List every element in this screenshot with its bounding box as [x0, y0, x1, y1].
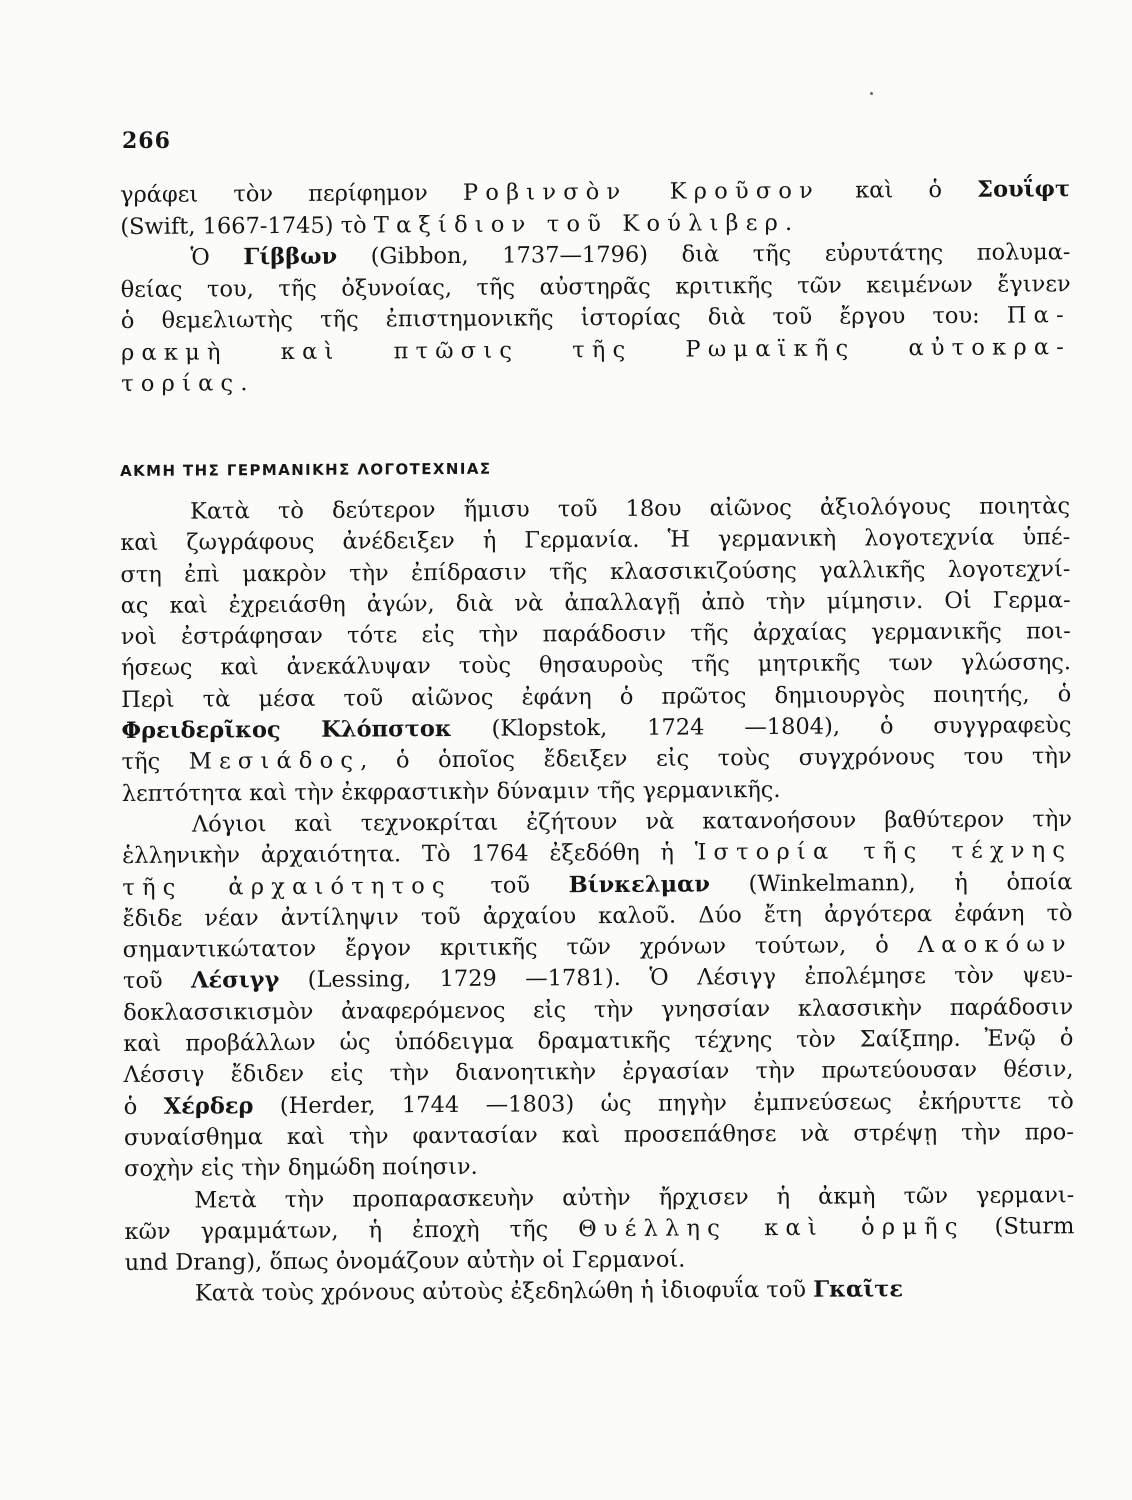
spaced-title: Θυέλλης καὶ ὁρμῆς	[578, 1213, 965, 1243]
text-segment: λεπτότητα καὶ τὴν ἐκφραστικὴν δύναμιν τῆς γερμανικῆς.	[121, 776, 781, 807]
text-segment: γράφει τὸν περίφημον	[120, 179, 464, 208]
text-segment: (Sturm	[964, 1213, 1075, 1240]
bold-name: Γίββων	[243, 243, 338, 271]
text-segment: ὁ	[123, 1093, 164, 1120]
text-segment: .	[784, 209, 793, 236]
text-segment: (Lessing, 1729 —1781). Ὁ Λέσιγγ ἐπολέμησε τὸν ψευ-	[279, 962, 1074, 994]
bold-name: Φρειδερῖκος Κλόπστοκ	[121, 716, 452, 745]
bold-name: Λέσιγγ	[190, 967, 280, 995]
text-segment: Λέσσιγ ἔδιδεν εἰς τὴν διανοητικὴν ἐργασίαν τὴν πρωτεύουσαν θέσιν,	[123, 1056, 1074, 1089]
text-segment: σημαντικώτατον ἔργον κριτικῆς τῶν χρόνων τούτων, ὁ	[122, 932, 918, 964]
text-line	[120, 237, 1070, 274]
text-line	[121, 300, 1071, 337]
text-segment: καὶ προβάλλων ὡς ὑπόδειγμα δραματικῆς τέχνης τὸν Σαίξπηρ. Ἐνῷ ὁ	[123, 1025, 1074, 1058]
text-segment: στη ἐπὶ μακρὸν τὴν ἐπίδρασιν τῆς κλασσικιζούσης γαλλικῆς λογοτεχνί-	[120, 555, 1071, 588]
bold-name: Βίνκελμαν	[568, 870, 711, 898]
text-line	[125, 1274, 1075, 1311]
text-segment: (Klopstok, 1724 —1804), ὁ συγγραφεὺς	[451, 712, 1072, 743]
spaced-title: Ἱστορία τῆς τέχνης	[694, 837, 1073, 866]
text-segment: σοχὴν εἰς τὴν δημώδη ποίησιν.	[124, 1154, 478, 1183]
spaced-title: Μεσιάδος	[188, 747, 361, 775]
paper-speck	[870, 92, 873, 95]
text-line	[121, 363, 1071, 400]
section-heading: ΑΚΜΗ ΤΗΣ ΓΕΡΜΑΝΙΚΗΣ ΛΟΓΟΤΕΧΝΙΑΣ	[120, 459, 492, 480]
bold-name: Σουΐφτ	[977, 176, 1071, 203]
text-segment: und Drang), ὅπως ὀνομάζουν αὐτὴν οἱ Γερμανοί.	[124, 1246, 686, 1277]
text-segment: ὁ θεμελιωτὴς τῆς ἐπιστημονικῆς ἱστορίας διὰ τοῦ ἔργου του:	[120, 302, 1007, 334]
text-segment: (Gibbon, 1737—1796) διὰ τῆς εὐρυτάτης πολυμα-	[337, 239, 1071, 270]
text-line	[121, 332, 1071, 369]
text-segment: δοκλασσικισμὸν ἀναφερόμενος εἰς τὴν γνησσίαν κλασσικὴν παράδοσιν	[123, 993, 1074, 1026]
text-line	[124, 1211, 1074, 1248]
main-paragraph-block	[120, 491, 1075, 1311]
text-segment: καὶ ὁ	[819, 176, 978, 204]
bold-name: Γκαῖτε	[813, 1276, 904, 1304]
text-segment: Λόγιοι καὶ τεχνοκρίται ἐζήτουν νὰ κατανοήσουν βαθύτερον τὴν	[191, 806, 1073, 838]
spaced-title: τορίας	[121, 370, 241, 397]
text-segment: Ὁ	[190, 244, 244, 271]
page-number: 266	[122, 128, 171, 154]
text-segment: κῶν γραμμάτων, ἡ ἐποχὴ τῆς	[124, 1216, 579, 1245]
text-segment: συναίσθημα καὶ τὴν φαντασίαν καὶ προσεπάθησε νὰ στρέψῃ τὴν προ-	[123, 1119, 1074, 1151]
text-segment: τῆς	[121, 748, 189, 776]
text-segment: καὶ ζωγράφους ἀνέδειξεν ἡ Γερμανία. Ἡ γερμανικὴ λογοτεχνία ὑπέ-	[120, 524, 1071, 557]
text-segment: τοῦ	[451, 871, 569, 899]
text-segment: Κατὰ τὸ δεύτερον ἥμισυ τοῦ 18ου αἰῶνος ἀξιολόγους ποιητὰς	[190, 493, 1071, 525]
text-segment: τοῦ	[122, 968, 192, 995]
spaced-title: Ταξίδιον τοῦ Κούλιβερ	[373, 209, 786, 238]
text-segment: , ὁ ὁποῖος ἔδειξεν εἰς τοὺς συγχρόνους του τὴν	[360, 743, 1072, 774]
text-segment: νοὶ ἐστράφησαν τότε εἰς τὴν παράδοσιν τῆς ἀρχαίας γερμανικῆς ποι-	[120, 618, 1071, 651]
text-segment: (Swift, 1667-1745) τὸ	[120, 211, 374, 240]
text-segment: Κατὰ τοὺς χρόνους αὐτοὺς ἐξεδηλώθη ἡ ἰδιοφυΐα τοῦ	[194, 1277, 814, 1307]
spaced-title: τῆς ἀρχαιότητος	[122, 872, 452, 901]
text-segment: ήσεως καὶ ἀνεκάλυψαν τοὺς θησαυροὺς τῆς μητρικῆς των γλώσσης.	[120, 649, 1072, 682]
text-segment: ας καὶ ἐχρειάσθη ἀγών, διὰ νὰ ἀπαλλαγῇ ἀπὸ τὴν μίμησιν. Οἱ Γερμα-	[120, 587, 1071, 619]
text-segment: (Herder, 1744 —1803) ὡς πηγὴν ἐμπνεύσεως ἐκήρυττε τὸ	[253, 1087, 1074, 1119]
text-segment: Μετὰ τὴν προπαρασκευὴν αὐτὴν ἤρχισεν ἡ ἀκμὴ τῶν γερμανι-	[194, 1181, 1075, 1214]
bold-name: Χέρδερ	[163, 1092, 254, 1120]
text-line	[120, 174, 1070, 211]
text-line	[122, 742, 1072, 779]
intro-paragraph-block	[120, 174, 1071, 400]
text-segment: ἑλληνικὴν ἀρχαιότητα. Τὸ 1764 ἐξεδόθη ἡ	[122, 839, 695, 870]
text-line	[124, 1117, 1074, 1154]
spaced-title: ρακμὴ καὶ πτῶσις τῆς Ρωμαϊκῆς αὐτοκρα-	[120, 333, 1072, 366]
text-segment: (Winkelmann), ἡ ὁποία	[709, 868, 1073, 897]
text-line	[120, 522, 1070, 559]
text-segment: Περὶ τὰ μέσα τοῦ αἰῶνος ἐφάνη ὁ πρῶτος δημιουργὸς ποιητής, ὁ	[121, 680, 1072, 713]
text-segment: θείας του, τῆς ὀξυνοίας, τῆς αὐστηρᾶς κριτικῆς τῶν κειμένων ἔγινεν	[120, 270, 1071, 303]
text-segment: ἔδιδε νέαν ἀντίληψιν τοῦ ἀρχαίου καλοῦ. Δύο ἔτη ἀργότερα ἐφάνη τὸ	[122, 900, 1073, 932]
spaced-title: Ροβινσὸν Κροῦσον	[462, 177, 821, 206]
spaced-title: Πα-	[1006, 302, 1071, 329]
text-segment: .	[240, 370, 248, 397]
text-line	[122, 835, 1072, 872]
spaced-title: Λαοκόων	[917, 931, 1073, 959]
